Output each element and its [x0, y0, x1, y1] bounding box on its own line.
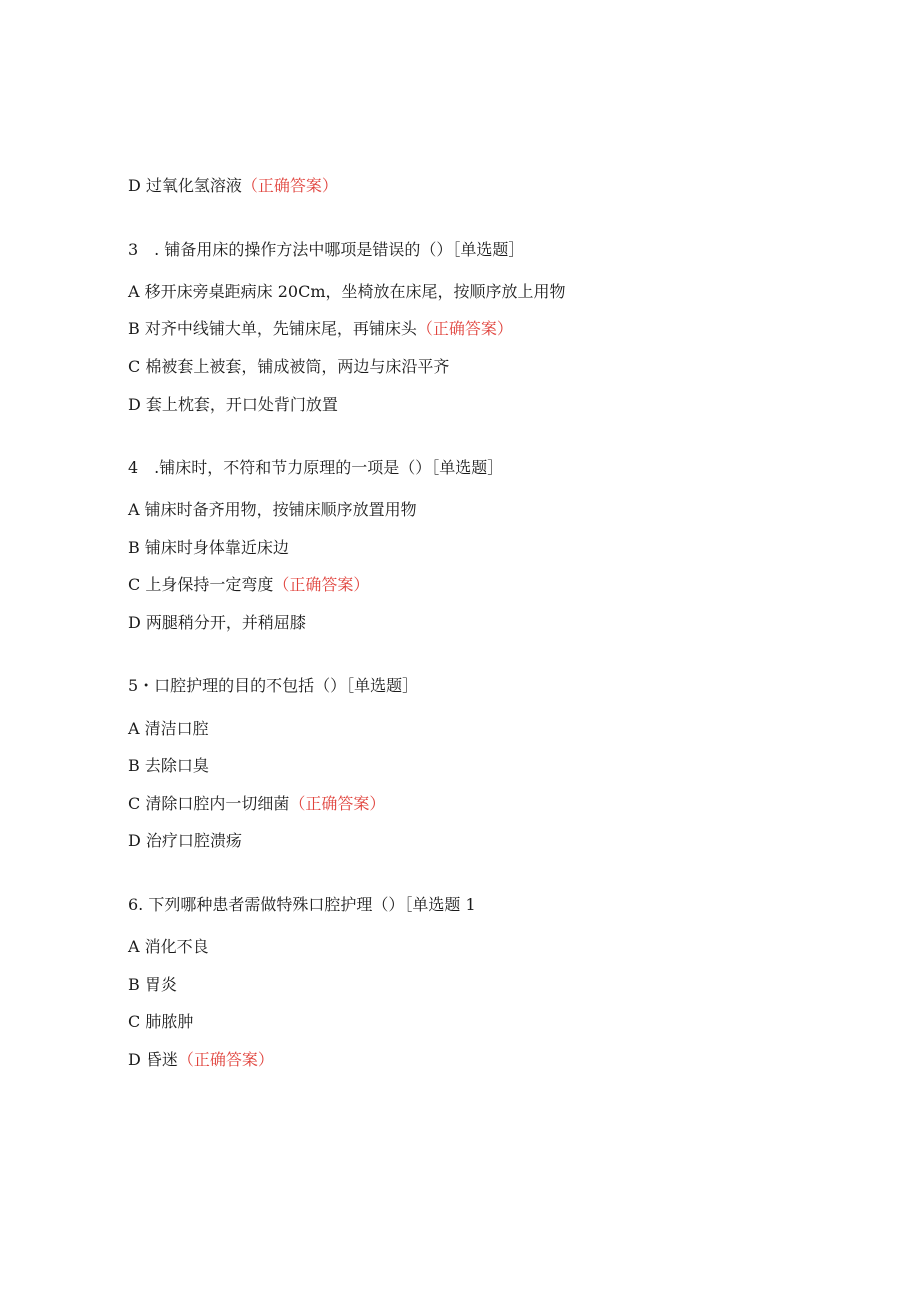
option-4d	[128, 613, 306, 633]
option-3b	[128, 319, 513, 339]
option-6d	[128, 1050, 274, 1070]
option-text: A 清洁口腔	[128, 719, 209, 738]
question-5	[128, 676, 418, 696]
option-text: D 两腿稍分开，并稍屈膝	[128, 613, 306, 632]
correct-answer-marker: （正确答案）	[289, 794, 386, 813]
option-4a	[128, 500, 417, 520]
option-text: D 过氧化氢溶液	[128, 176, 242, 195]
option-text: C 肺脓肿	[128, 1012, 194, 1031]
option-6b	[128, 975, 177, 995]
option-3c	[128, 357, 449, 377]
option-3d	[128, 395, 338, 415]
option-text: C 上身保持一定弯度	[128, 575, 274, 594]
option-4b	[128, 538, 289, 558]
option-text: D 治疗口腔溃疡	[128, 831, 242, 850]
question-text: 6. 下列哪种患者需做特殊口腔护理（）［单选题 1	[128, 895, 476, 914]
question-text: 3 . 铺备用床的操作方法中哪项是错误的（）［单选题］	[128, 240, 525, 259]
question-3	[128, 240, 524, 260]
correct-answer-marker: （正确答案）	[273, 575, 370, 594]
option-text: B 胃炎	[128, 975, 177, 994]
option-text: D 昏迷	[128, 1050, 178, 1069]
question-6	[128, 895, 476, 915]
option-4c	[128, 575, 369, 595]
correct-answer-marker: （正确答案）	[241, 176, 338, 195]
option-text: A 消化不良	[128, 937, 209, 956]
option-text: C 清除口腔内一切细菌	[128, 794, 290, 813]
option-5d	[128, 831, 242, 851]
question-text: 4 .铺床时，不符和节力原理的一项是（）［单选题］	[128, 458, 504, 477]
option-text: B 铺床时身体靠近床边	[128, 538, 289, 557]
option-6a	[128, 937, 209, 957]
option-text: C 棉被套上被套，铺成被筒，两边与床沿平齐	[128, 357, 450, 376]
option-text: B 去除口臭	[128, 756, 209, 775]
correct-answer-marker: （正确答案）	[177, 1050, 274, 1069]
option-2d	[128, 176, 338, 196]
question-text: 5・口腔护理的目的不包括（）［单选题］	[128, 676, 419, 695]
option-6c	[128, 1012, 193, 1032]
option-text: B 对齐中线铺大单，先铺床尾，再铺床头	[128, 319, 417, 338]
option-5c	[128, 794, 385, 814]
option-text: A 移开床旁桌距病床 20Cm，坐椅放在床尾，按顺序放上用物	[128, 282, 566, 301]
option-5a	[128, 719, 209, 739]
option-3a	[128, 282, 566, 302]
question-4	[128, 458, 503, 478]
option-5b	[128, 756, 209, 776]
correct-answer-marker: （正确答案）	[416, 319, 513, 338]
option-text: A 铺床时备齐用物，按铺床顺序放置用物	[128, 500, 417, 519]
option-text: D 套上枕套，开口处背门放置	[128, 395, 338, 414]
